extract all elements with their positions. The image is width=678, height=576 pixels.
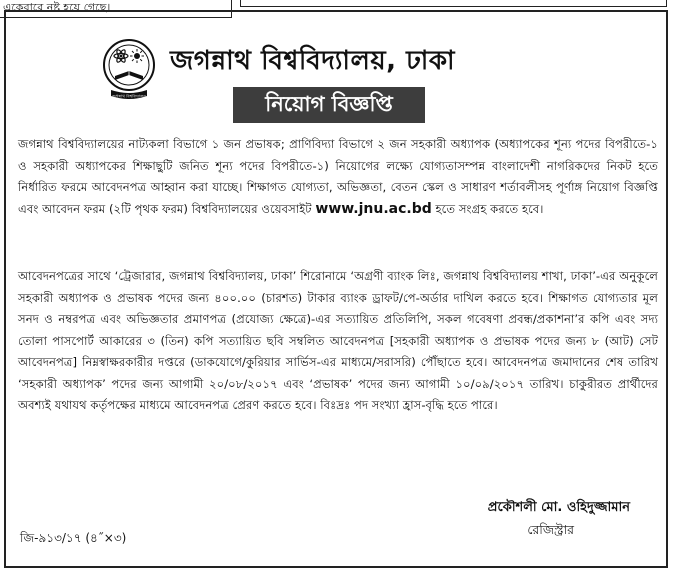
paragraph-1-text: জগন্নাথ বিশ্ববিদ্যালয়ের নাট্যকলা বিভাগে ১ জন প্রভাষক; প্রাণিবিদ্যা বিভাগে ২ জন সহকারী অধ্যাপক (অধ্যাপকের শূন্য পদের বিপরীতে-১ ও সহকারী অধ্যাপকের শিক্ষাছুটি জনিত শূন্য পদের বিপরীতে-১) নিয়োগের লক্ষ্যে যোগ্যতাসম্পন্ন বাংলাদেশী নাগরিকদের নিকট হতে নির্ধারিত ফরমে আবেদনপত্র আহ্বান করা যাচ্ছে। শিক্ষাগত যোগ্যতা, অভিজ্ঞতা, বেতন স্কেল ও সাধারণ শর্তাবলীসহ পূর্ণাঙ্গ নিয়োগ বিজ্ঞপ্তি এবং আবেদন ফরম (২টি পৃথক ফরম) বিশ্ববিদ্যালয়ের ওয়েবসাইট	[18, 137, 658, 216]
university-logo-icon	[101, 38, 157, 108]
notice-title: নিয়োগ বিজ্ঞপ্তি	[233, 87, 425, 123]
signatory-title: রেজিস্ট্রার	[527, 522, 574, 537]
logo-text: জগন্নাথ বিশ্ববিদ্যালয়	[112, 93, 146, 99]
fragment-text: একেবারে নষ্ট হয়ে গেছে।	[3, 1, 111, 14]
ad-code: জি-৯১৩/১৭ (৪˝×৩)	[20, 531, 127, 545]
signatory-name: প্রকৌশলী মো. ওহিদুজ্জামান	[487, 500, 630, 515]
university-name: জগন্নাথ বিশ্ববিদ্যালয়, ঢাকা	[170, 46, 456, 76]
paragraph-2: আবেদনপত্রের সাথে ‘ট্রেজারার, জগন্নাথ বিশ্ববিদ্যালয়, ঢাকা’ শিরোনামে ‘অগ্রণী ব্যাংক লিঃ, জগন্নাথ বিশ্ববিদ্যালয় শাখা, ঢাকা’-এর অনুকূলে সহকারী অধ্যাপক ও প্রভাষক পদের জন্য ৪০০.০০ (চারশত) টাকার ব্যাংক ড্রাফট/পে-অর্ডার দাখিল করতে হবে। শিক্ষাগত যোগ্যতার মূল সনদ ও নম্বরপত্র এবং অভিজ্ঞতার প্রমাণপত্র (প্রযোজ্য ক্ষেত্রে)-এর সত্যায়িত প্রতিলিপি, সকল গবেষণা প্রবন্ধ/প্রকাশনা’র কপি এবং সদ্য তোলা পাসপোর্ট আকারের ৩ (তিন) কপি সত্যায়িত ছবি সম্বলিত আবেদনপত্র [সহকারী অধ্যাপক ও প্রভাষক পদের জন্য ৮ (আট) সেট আবেদনপত্র] নিম্নস্বাক্ষরকারীর দপ্তরে (ডাকযোগে/কুরিয়ার সার্ভিস-এর মাধ্যমে/সরাসরি) পৌঁছাতে হবে। আবেদনপত্র জমাদানের শেষ তারিখ ‘সহকারী অধ্যাপক’ পদের জন্য আগামী ২০/০৮/২০১৭ এবং ‘প্রভাষক’ পদের জন্য আগামী ১০/০৯/২০১৭ তারিখ। চাকুরীরত প্রার্থীদের অবশ্যই যথাযথ কর্তৃপক্ষের মাধ্যমে আবেদনপত্র প্রেরণ করতে হবে। বিঃদ্রঃ পদ সংখ্যা হ্রাস-বৃদ্ধি হতে পারে।	[18, 269, 658, 412]
previous-ad-border	[240, 0, 667, 7]
paragraph-1	[18, 134, 658, 220]
paragraph-1-tail: হতে সংগ্রহ করতে হবে।	[435, 201, 544, 216]
website-link[interactable]: www.jnu.ac.bd	[315, 200, 432, 217]
